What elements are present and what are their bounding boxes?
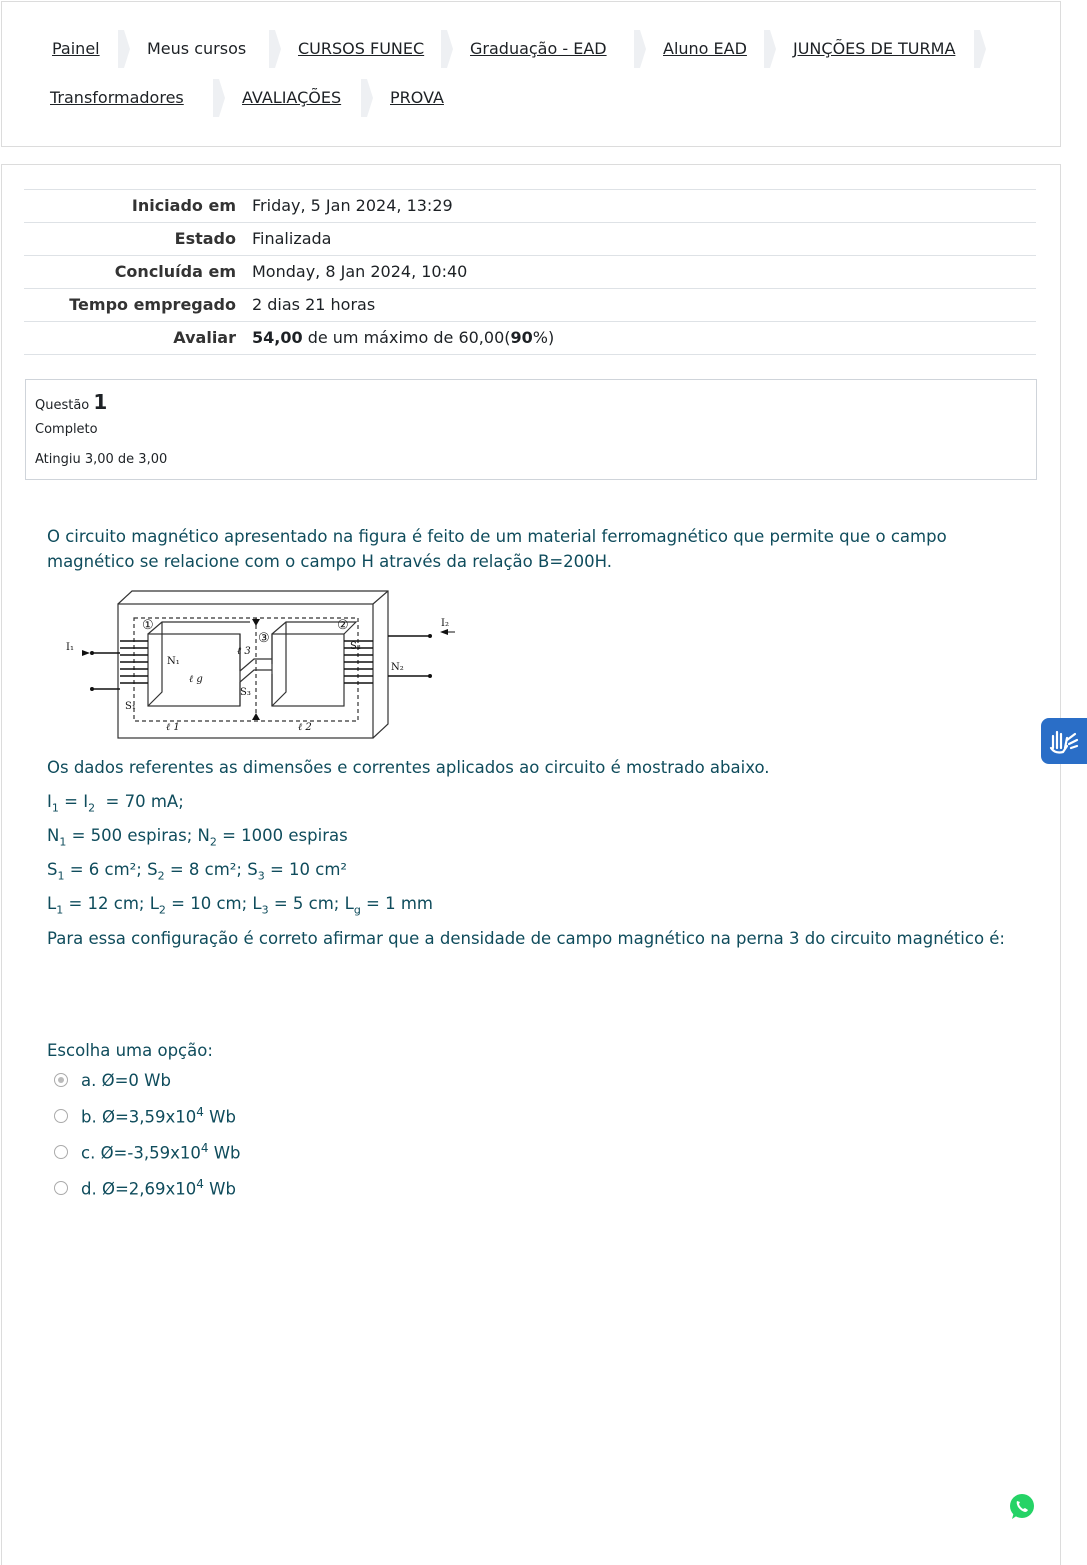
- question-intro: O circuito magnético apresentado na figura é feito de um material ferromagnético que permite que o campo magnético se relacione com o campo H através da relação B=200H.: [47, 527, 947, 571]
- question-info: [25, 379, 1037, 480]
- figure-label-s1: S₁: [125, 701, 136, 712]
- summary-value: 2 dias 21 horas: [252, 289, 1036, 322]
- option-exponent: 4: [200, 1141, 209, 1155]
- figure-label-c1: ①: [142, 618, 154, 633]
- option-a[interactable]: [54, 1071, 171, 1090]
- breadcrumb-meus-cursos[interactable]: Meus cursos: [147, 39, 247, 58]
- choose-option-label: Escolha uma opção:: [47, 1041, 213, 1060]
- summary-label: Tempo empregado: [24, 289, 252, 322]
- figure-label-c2: ②: [337, 618, 349, 633]
- question-prompt: Para essa configuração é correto afirmar que a densidade de campo magnético na perna 3 do circuito magnético é:: [47, 929, 1005, 948]
- question-number-value: 1: [93, 390, 108, 414]
- breadcrumb-graduacao-ead[interactable]: Graduação - EAD: [470, 39, 607, 58]
- option-prefix: c.: [81, 1143, 101, 1163]
- breadcrumb: [1, 1, 1061, 147]
- breadcrumb-separator-icon: [213, 79, 225, 117]
- breadcrumb-avaliacoes[interactable]: AVALIAÇÕES: [242, 88, 342, 107]
- whatsapp-icon[interactable]: [1007, 1492, 1037, 1522]
- figure-label-c3: ③: [258, 631, 270, 646]
- magnetic-circuit-figure: [60, 586, 460, 744]
- breadcrumb-painel[interactable]: Painel: [52, 39, 100, 58]
- option-b[interactable]: [54, 1105, 236, 1127]
- figure-label-l1: ℓ 1: [166, 722, 180, 733]
- summary-row-time: [24, 289, 1036, 322]
- breadcrumb-separator-icon: [269, 30, 281, 68]
- radio-a[interactable]: [54, 1073, 68, 1087]
- grade-max: de um máximo de 60,00(: [302, 328, 511, 347]
- option-prefix: a.: [81, 1071, 102, 1090]
- summary-row-grade: [24, 322, 1036, 355]
- option-text: Ø=0 Wb: [101, 1071, 171, 1090]
- option-exponent: 4: [196, 1105, 204, 1119]
- figure-label-s3: S₃: [240, 687, 251, 698]
- summary-value: Friday, 5 Jan 2024, 13:29: [252, 190, 1036, 223]
- question-grade: Atingiu 3,00 de 3,00: [35, 452, 168, 467]
- figure-label-lg: ℓ g: [189, 674, 203, 685]
- breadcrumb-separator-icon: [634, 30, 646, 68]
- libras-accessibility-button[interactable]: [1041, 718, 1087, 764]
- option-prefix: b.: [81, 1107, 102, 1127]
- breadcrumb-separator-icon: [361, 79, 373, 117]
- summary-row-completed: [24, 256, 1036, 289]
- option-text: Ø=-3,59x10: [100, 1143, 201, 1163]
- breadcrumb-transformadores[interactable]: Transformadores: [50, 88, 184, 107]
- summary-label: Avaliar: [24, 322, 252, 355]
- radio-b[interactable]: [54, 1109, 68, 1123]
- summary-label: Iniciado em: [24, 190, 252, 223]
- option-unit: Wb: [203, 1107, 236, 1127]
- figure-label-i1: I₁: [66, 642, 74, 653]
- breadcrumb-separator-icon: [764, 30, 776, 68]
- option-d[interactable]: [54, 1177, 236, 1199]
- figure-label-s2: S₂: [350, 641, 361, 652]
- question-label: Questão: [35, 398, 90, 413]
- figure-label-l2: ℓ 2: [298, 722, 312, 733]
- grade-score: 54,00: [252, 328, 303, 347]
- question-data-areas: $S_1 = 6$ cm²; $S_2 = 8$ cm²; $S_3 = 10$ cm²: [47, 860, 348, 883]
- breadcrumb-separator-icon: [441, 30, 453, 68]
- question-number: [35, 390, 107, 414]
- question-status: Completo: [35, 422, 98, 437]
- figure-label-n2: N₂: [391, 662, 404, 673]
- option-text: Ø=3,59x10: [101, 1107, 197, 1127]
- breadcrumb-cursos-funec[interactable]: CURSOS FUNEC: [298, 39, 425, 58]
- option-prefix: d.: [81, 1179, 102, 1199]
- breadcrumb-juncoes-de-turma[interactable]: JUNÇÕES DE TURMA: [793, 39, 956, 58]
- figure-label-l3: ℓ 3: [237, 646, 251, 657]
- grade-percent-sign: %): [532, 328, 555, 347]
- figure-label-i2: I₂: [441, 618, 449, 629]
- option-exponent: 4: [196, 1177, 204, 1191]
- summary-row-started: [24, 190, 1036, 223]
- summary-value: [252, 322, 1036, 355]
- summary-value: Monday, 8 Jan 2024, 10:40: [252, 256, 1036, 289]
- question-data-turns: $N_1 = 500$ espiras; $N_2 = 1000$ espiras: [47, 826, 348, 849]
- question-data-intro: Os dados referentes as dimensões e correntes aplicados ao circuito é mostrado abaixo.: [47, 758, 770, 777]
- attempt-summary-table: [24, 189, 1036, 355]
- question-data-currents: $I_1 = I_2 = 70$ mA;: [47, 792, 184, 815]
- breadcrumb-separator-icon: [118, 30, 130, 68]
- summary-value: Finalizada: [252, 223, 1036, 256]
- question-data-lengths: $L_1 = 12$ cm; $L_2 = 10$ cm; $L_3 = 5$ cm; $L_g = 1$ mm: [47, 894, 434, 917]
- figure-label-n1: N₁: [167, 656, 180, 667]
- summary-label: Estado: [24, 223, 252, 256]
- grade-percent: 90: [510, 328, 533, 347]
- summary-label: Concluída em: [24, 256, 252, 289]
- breadcrumb-aluno-ead[interactable]: Aluno EAD: [663, 39, 747, 58]
- option-unit: Wb: [208, 1143, 241, 1163]
- breadcrumb-prova[interactable]: PROVA: [390, 88, 444, 107]
- summary-row-state: [24, 223, 1036, 256]
- radio-c[interactable]: [54, 1145, 68, 1159]
- hands-icon: [1041, 718, 1087, 764]
- option-text: Ø=2,69x10: [101, 1179, 197, 1199]
- radio-d[interactable]: [54, 1181, 68, 1195]
- option-unit: Wb: [203, 1179, 236, 1199]
- breadcrumb-separator-icon: [974, 30, 986, 68]
- option-c[interactable]: [54, 1141, 241, 1163]
